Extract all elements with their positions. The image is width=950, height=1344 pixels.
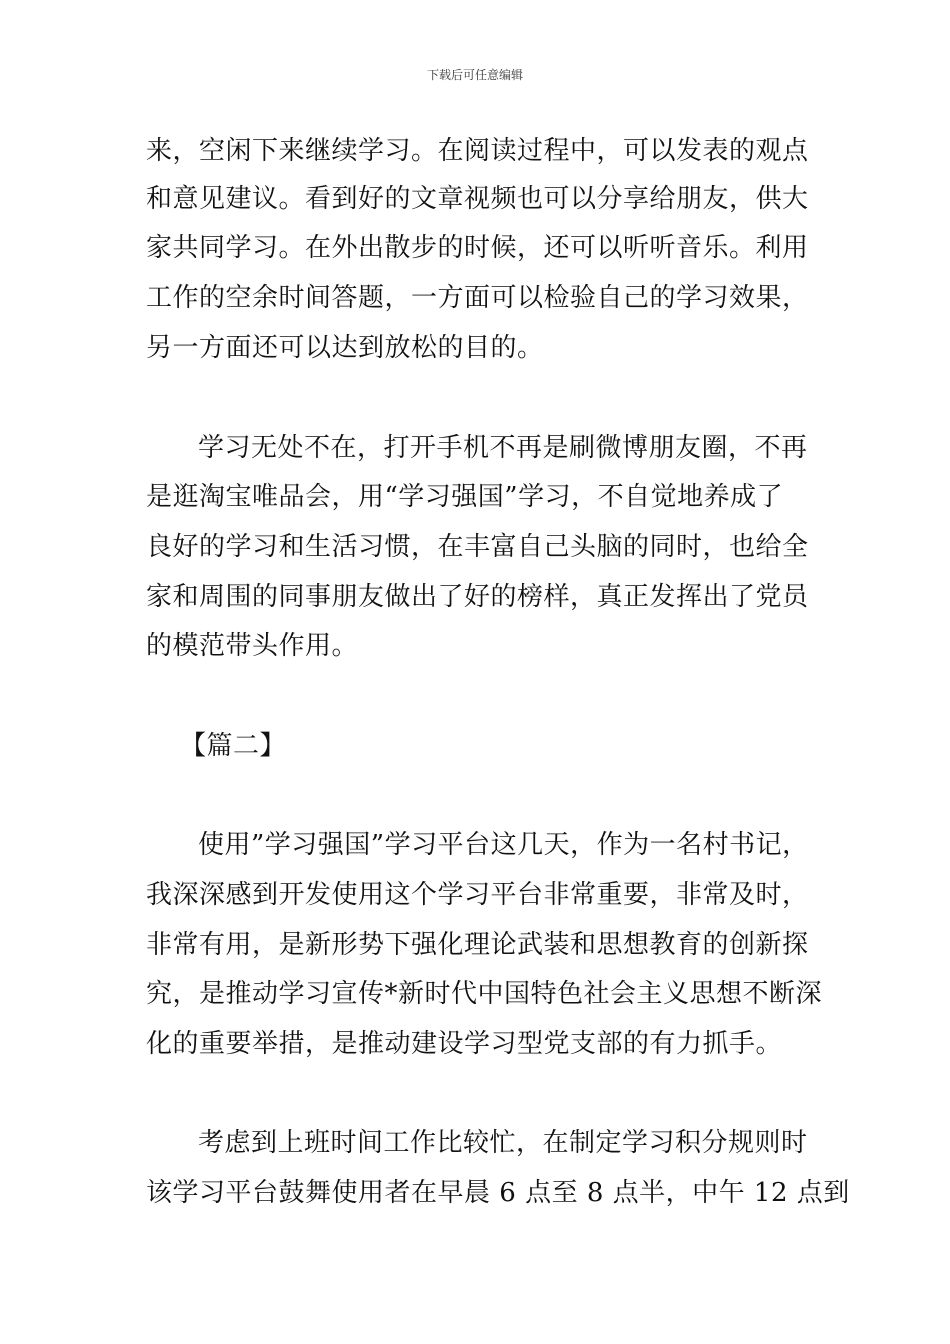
body-line: 是逛淘宝唯品会，用“学习强国”学习，不自觉地养成了 <box>146 482 784 512</box>
body-line: 使用”学习强国”学习平台这几天，作为一名村书记， <box>198 830 809 860</box>
body-line: 家和周围的同事朋友做出了好的榜样，真正发挥出了党员 <box>146 582 809 612</box>
body-line: 和意见建议。看到好的文章视频也可以分享给朋友，供大 <box>146 184 809 214</box>
body-line: 另一方面还可以达到放松的目的。 <box>146 333 544 363</box>
body-line: 良好的学习和生活习惯，在丰富自己头脑的同时，也给全 <box>146 532 809 562</box>
body-line: 考虑到上班时间工作比较忙，在制定学习积分规则时 <box>198 1128 808 1158</box>
body-line: 该学习平台鼓舞使用者在早晨 6 点至 8 点半，中午 12 点到 <box>146 1178 850 1208</box>
body-line: 的模范带头作用。 <box>146 631 359 661</box>
section-heading: 【篇二】 <box>180 731 287 761</box>
page-header: 下载后可任意编辑 <box>426 68 523 82</box>
body-line: 我深深感到开发使用这个学习平台非常重要，非常及时， <box>146 880 809 910</box>
body-line: 化的重要举措，是推动建设学习型党支部的有力抓手。 <box>146 1029 783 1059</box>
body-line: 来，空闲下来继续学习。在阅读过程中，可以发表的观点 <box>146 136 809 166</box>
body-line: 非常有用，是新形势下强化理论武装和思想教育的创新探 <box>146 930 809 960</box>
body-line: 家共同学习。在外出散步的时候，还可以听听音乐。利用 <box>146 233 809 263</box>
body-line: 学习无处不在，打开手机不再是刷微博朋友圈，不再 <box>198 433 808 463</box>
body-line: 究，是推动学习宣传*新时代中国特色社会主义思想不断深 <box>146 979 823 1009</box>
body-line: 工作的空余时间答题，一方面可以检验自己的学习效果， <box>146 283 809 313</box>
